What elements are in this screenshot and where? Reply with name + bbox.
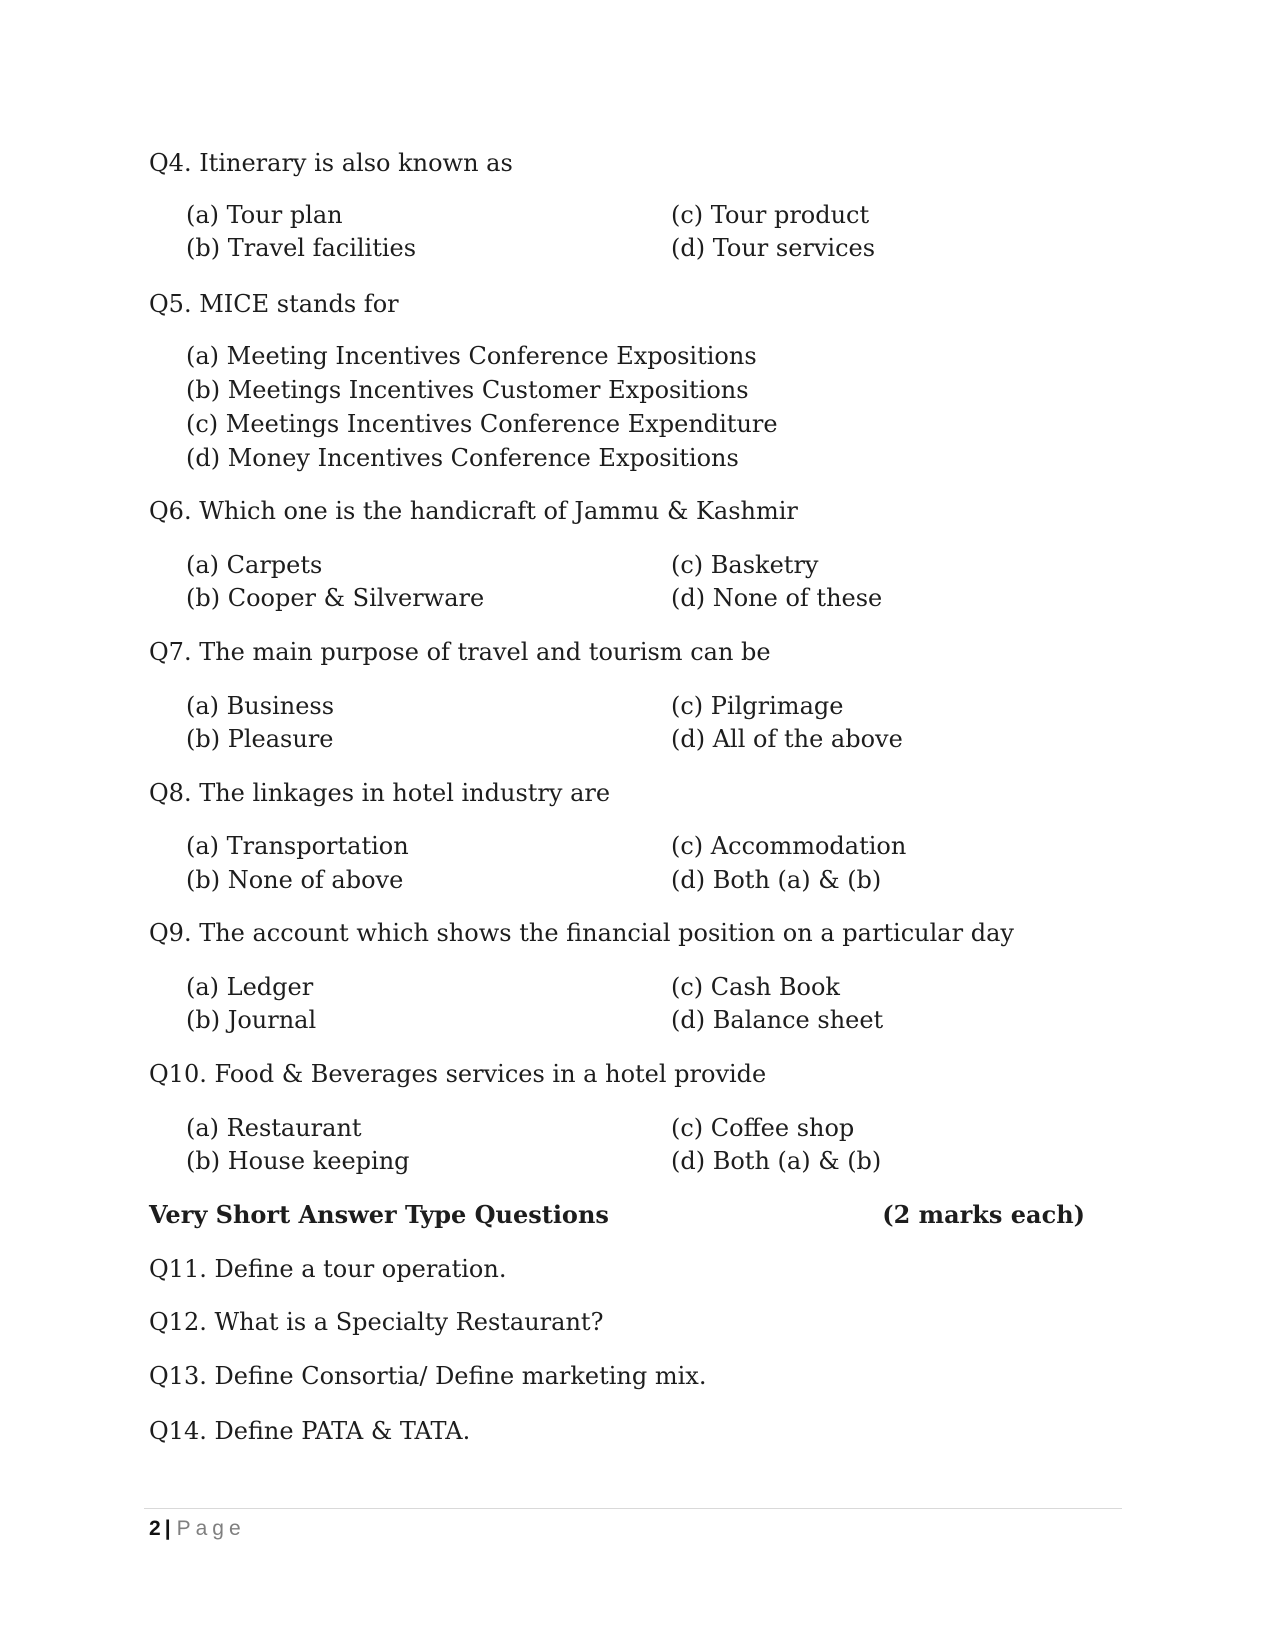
option-b: (b) Pleasure: [186, 725, 334, 753]
question-stem: Q9. The account which shows the financial position on a particular day: [149, 919, 1014, 947]
section-title: Very Short Answer Type Questions: [149, 1200, 609, 1229]
question-stem: Q5. MICE stands for: [149, 290, 399, 318]
option-d: (d) Balance sheet: [671, 1006, 884, 1034]
question-stem: Q4. Itinerary is also known as: [149, 149, 513, 177]
option-a: (a) Ledger: [186, 973, 314, 1001]
option-a: (a) Business: [186, 692, 335, 720]
option-b: (b) None of above: [186, 866, 404, 894]
option-c: (c) Meetings Incentives Conference Expenditure: [186, 410, 778, 438]
option-d: (d) Money Incentives Conference Expositions: [186, 444, 739, 472]
option-b: (b) Travel facilities: [186, 234, 417, 262]
option-b: (b) Cooper & Silverware: [186, 584, 485, 612]
option-b: (b) House keeping: [186, 1147, 410, 1175]
option-a: (a) Carpets: [186, 551, 323, 579]
option-d: (d) Both (a) & (b): [671, 866, 882, 894]
question-stem: Q6. Which one is the handicraft of Jammu & Kashmir: [149, 497, 798, 525]
question-stem: Q8. The linkages in hotel industry are: [149, 779, 611, 807]
option-d: (d) Tour services: [671, 234, 876, 262]
option-a: (a) Restaurant: [186, 1114, 362, 1142]
footer-separator: |: [164, 1517, 171, 1540]
option-c: (c) Basketry: [671, 551, 819, 579]
question-stem: Q7. The main purpose of travel and tourism can be: [149, 638, 771, 666]
short-question: Q11. Define a tour operation.: [149, 1255, 507, 1283]
section-marks: (2 marks each): [882, 1200, 1085, 1229]
short-question: Q13. Define Consortia/ Define marketing mix.: [149, 1362, 707, 1390]
option-b: (b) Meetings Incentives Customer Expositions: [186, 376, 749, 404]
option-c: (c) Pilgrimage: [671, 692, 844, 720]
option-a: (a) Transportation: [186, 832, 409, 860]
option-d: (d) Both (a) & (b): [671, 1147, 882, 1175]
page-label: Page: [176, 1517, 246, 1540]
option-b: (b) Journal: [186, 1006, 317, 1034]
option-d: (d) All of the above: [671, 725, 903, 753]
option-a: (a) Tour plan: [186, 201, 343, 229]
page-footer: [149, 1516, 246, 1542]
footer-divider: [144, 1508, 1122, 1509]
option-c: (c) Coffee shop: [671, 1114, 855, 1142]
option-c: (c) Tour product: [671, 201, 870, 229]
option-c: (c) Accommodation: [671, 832, 907, 860]
short-question: Q14. Define PATA & TATA.: [149, 1417, 471, 1445]
question-stem: Q10. Food & Beverages services in a hotel provide: [149, 1060, 767, 1088]
short-question: Q12. What is a Specialty Restaurant?: [149, 1308, 604, 1336]
option-c: (c) Cash Book: [671, 973, 840, 1001]
option-d: (d) None of these: [671, 584, 883, 612]
option-a: (a) Meeting Incentives Conference Expositions: [186, 342, 757, 370]
page-number: 2: [149, 1517, 161, 1540]
